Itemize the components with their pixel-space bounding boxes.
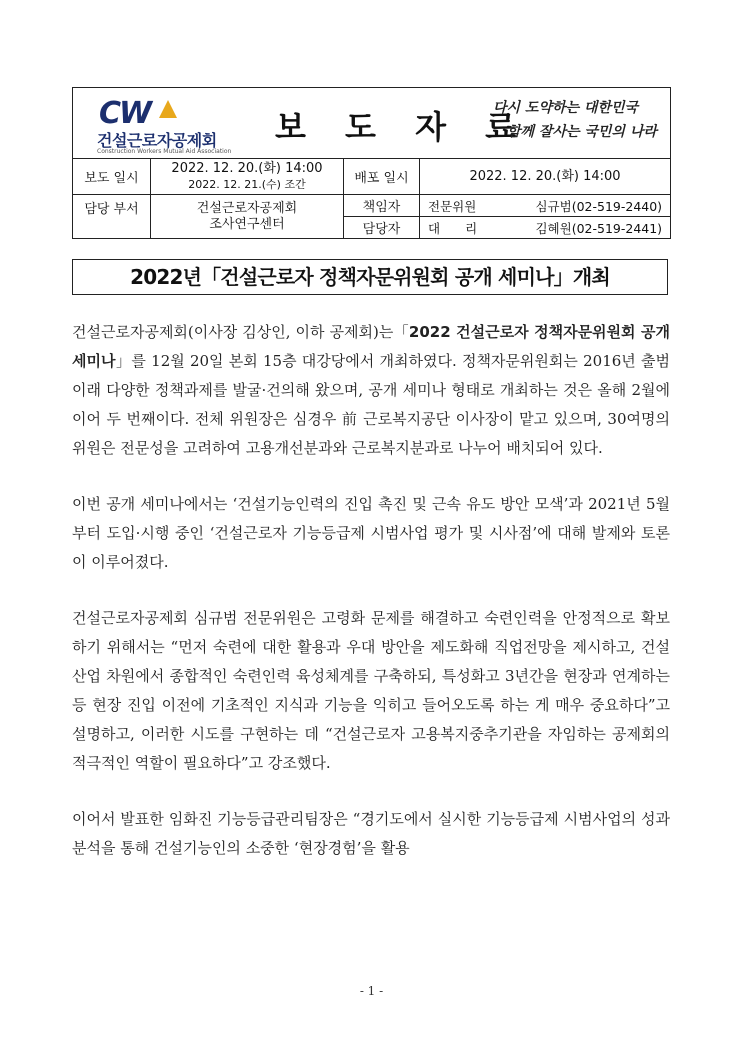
department-name: 건설근로자공제회: [196, 200, 298, 216]
department-label: 담당 부서: [73, 195, 151, 239]
logo-mark: CW: [99, 96, 151, 131]
responsible-title: 전문위원: [428, 198, 477, 214]
paragraph-2: 이번 공개 세미나에서는 ‘건설기능인력의 진입 촉진 및 근속 유도 방안 모색’과 2021년 5월부터 도입·시행 중인 ‘건설근로자 기능등급제 시범사업 평가 및 시사점’에 대해 발제와 토론이 이루어졌다.: [72, 495, 670, 571]
report-date-value: 2022. 12. 20.(화) 14:00: [171, 160, 323, 176]
seminar-name: 2022 건설근로자 정책자문위원회 공개 세미나: [72, 323, 670, 370]
department-center: 조사연구센터: [209, 216, 285, 232]
responsible-label: 책임자: [344, 195, 420, 217]
article-body: [72, 318, 670, 890]
paragraph-4: 이어서 발표한 임화진 기능등급관리팀장은 “경기도에서 실시한 기능등급제 시범사업의 성과 분석을 통해 건설기능인의 소중한 ‘현장경험’을 활용: [72, 810, 670, 857]
page-number: - 1 -: [359, 984, 384, 998]
headline: 2022년「건설근로자 정책자문위원회 공개 세미나」개최: [72, 259, 668, 295]
department-value: [151, 195, 344, 239]
responsible-name-phone: 심규범(02-519-2440): [535, 198, 663, 214]
staff-label: 담당자: [344, 217, 420, 239]
report-date-note: 2022. 12. 21.(수) 조간: [188, 177, 306, 191]
paragraph-1-intro: 건설근로자공제회(이사장 김상인, 이하 공제회)는「: [72, 323, 409, 341]
staff-title: 대 리: [428, 220, 478, 236]
slogan: [493, 96, 668, 144]
document-title: 보 도 자 료: [275, 108, 531, 146]
staff-contact: [420, 217, 671, 239]
distribution-date-value: 2022. 12. 20.(화) 14:00: [420, 159, 671, 195]
distribution-date-label: 배포 일시: [344, 159, 420, 195]
press-release-header: [72, 87, 671, 239]
report-date-label: 보도 일시: [73, 159, 151, 195]
slogan-line-2: 함께 잘사는 국민의 나라: [507, 124, 657, 140]
slogan-line-1: 다시 도약하는 대한민국: [493, 100, 638, 116]
report-date-cell: [151, 159, 344, 195]
paragraph-1: [72, 318, 670, 463]
paragraph-3: 건설근로자공제회 심규범 전문위원은 고령화 문제를 해결하고 숙련인력을 안정적으로 확보하기 위해서는 “먼저 숙련에 대한 활용과 우대 방안을 제도화해 직업전망을 제시하고, 건설산업 차원에서 종합적인 숙련인력 육성체계를 구축하되, 특성화고 3년간을 현장과 연계하는 등 현장 진입 이전에 기초적인 지식과 기능을 익히고 들어오도록 하는 게 매우 중요하다”고 설명하고, 이러한 시도를 구현하는 데 “건설근로자 고용복지중추기관을 자임하는 공제회의 적극적인 역할이 필요하다”고 강조했다.: [72, 609, 670, 772]
staff-name-phone: 김혜원(02-519-2441): [535, 220, 663, 236]
logo-triangle-icon: [159, 100, 177, 118]
logo-name: 건설근로자공제회: [97, 131, 217, 150]
responsible-contact: [420, 195, 671, 217]
logo-subtitle: Construction Workers Mutual Aid Association: [97, 148, 232, 155]
paragraph-1-rest: 」를 12월 20일 본회 15층 대강당에서 개최하였다. 정책자문위원회는 2016년 출범 이래 다양한 정책과제를 발굴·건의해 왔으며, 공개 세미나 형태로 개최하는 것은 올해 2월에 이어 두 번째이다. 전체 위원장은 심경우 前 근로복지공단 이사장이 맡고 있으며, 30여명의 위원은 전문성을 고려하여 고용개선분과와 근로복지분과로 나누어 배치되어 있다.: [72, 352, 670, 457]
